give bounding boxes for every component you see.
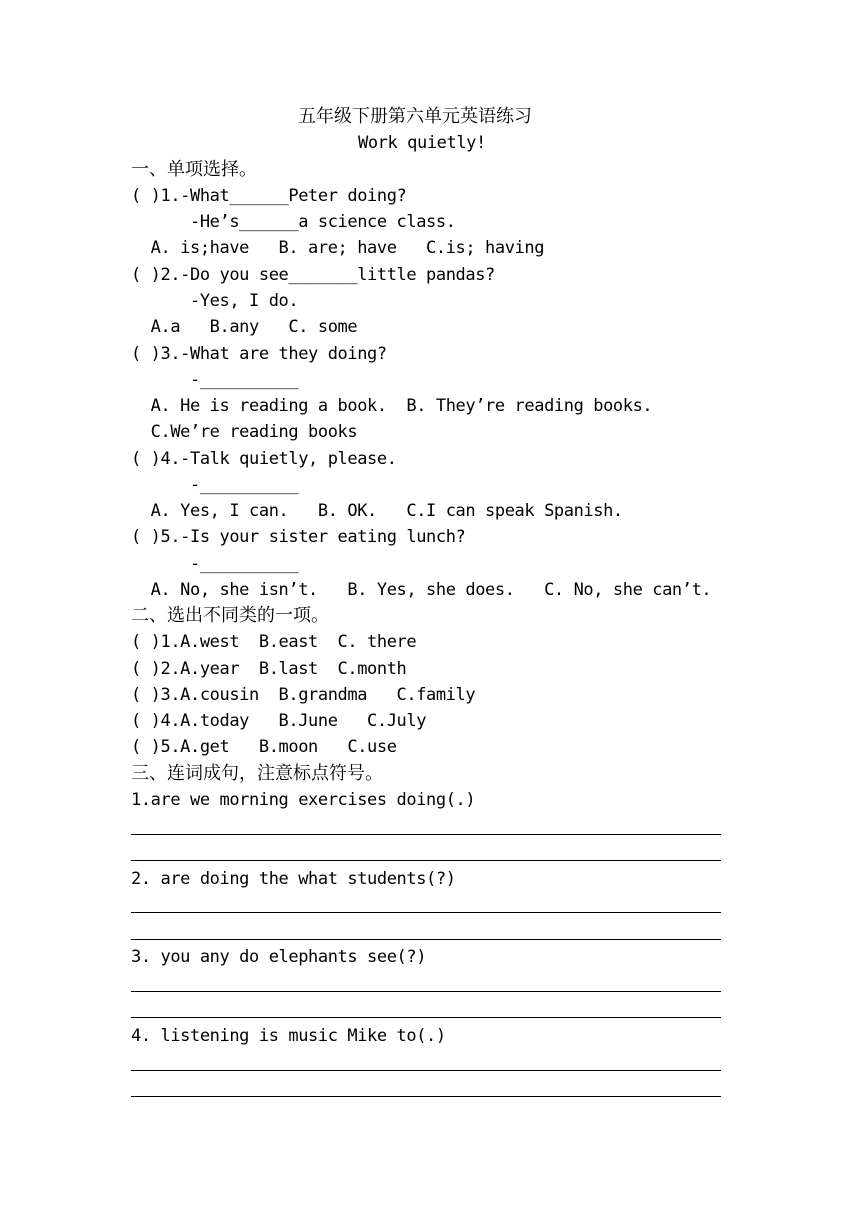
answer-blank-line: -__________ (131, 554, 299, 574)
options-line: C.We’re reading books (131, 422, 358, 442)
odd-one-out-line: ( )4.A.today B.June C.July (131, 711, 427, 731)
writing-line (131, 1070, 721, 1071)
answer-line: -Yes, I do. (131, 291, 299, 311)
question-line: ( )5.-Is your sister eating lunch? (131, 527, 466, 547)
answer-blank-line: -__________ (131, 475, 299, 495)
section1-heading: 一、单项选择。 (131, 159, 257, 180)
odd-one-out-line: ( )3.A.cousin B.grandma C.family (131, 685, 476, 705)
options-line: A. Yes, I can. B. OK. C.I can speak Spanish. (131, 501, 623, 521)
odd-one-out-line: ( )1.A.west B.east C. there (131, 632, 417, 652)
options-line: A. No, she isn’t. B. Yes, she does. C. No, she can’t. (131, 580, 712, 600)
options-line: A. is;have B. are; have C.is; having (131, 238, 545, 258)
odd-one-out-line: ( )5.A.get B.moon C.use (131, 737, 397, 757)
odd-one-out-line: ( )2.A.year B.last C.month (131, 659, 407, 679)
writing-line (131, 1017, 721, 1018)
worksheet-title: 五年级下册第六单元英语练习 (298, 106, 532, 127)
question-line: ( )3.-What are they doing? (131, 344, 387, 364)
writing-line (131, 1096, 721, 1097)
sentence-item: 1.are we morning exercises doing(.) (131, 790, 476, 810)
options-line: A. He is reading a book. B. They’re reading books. (131, 396, 653, 416)
writing-line (131, 912, 721, 913)
sentence-item: 4. listening is music Mike to(.) (131, 1026, 446, 1046)
options-line: A.a B.any C. some (131, 317, 358, 337)
answer-line: -He’s______a science class. (131, 212, 456, 232)
question-line: ( )4.-Talk quietly, please. (131, 449, 397, 469)
writing-line (131, 939, 721, 940)
answer-blank-line: -__________ (131, 370, 299, 390)
section2-heading: 二、选出不同类的一项。 (131, 605, 329, 626)
section3-heading: 三、连词成句，注意标点符号。 (131, 763, 383, 784)
question-line: ( )1.-What______Peter doing? (131, 186, 407, 206)
sentence-item: 3. you any do elephants see(?) (131, 947, 427, 967)
question-line: ( )2.-Do you see_______little pandas? (131, 265, 495, 285)
writing-line (131, 834, 721, 835)
worksheet-subtitle: Work quietly! (358, 133, 486, 153)
writing-line (131, 991, 721, 992)
sentence-item: 2. are doing the what students(?) (131, 869, 456, 889)
writing-line (131, 860, 721, 861)
